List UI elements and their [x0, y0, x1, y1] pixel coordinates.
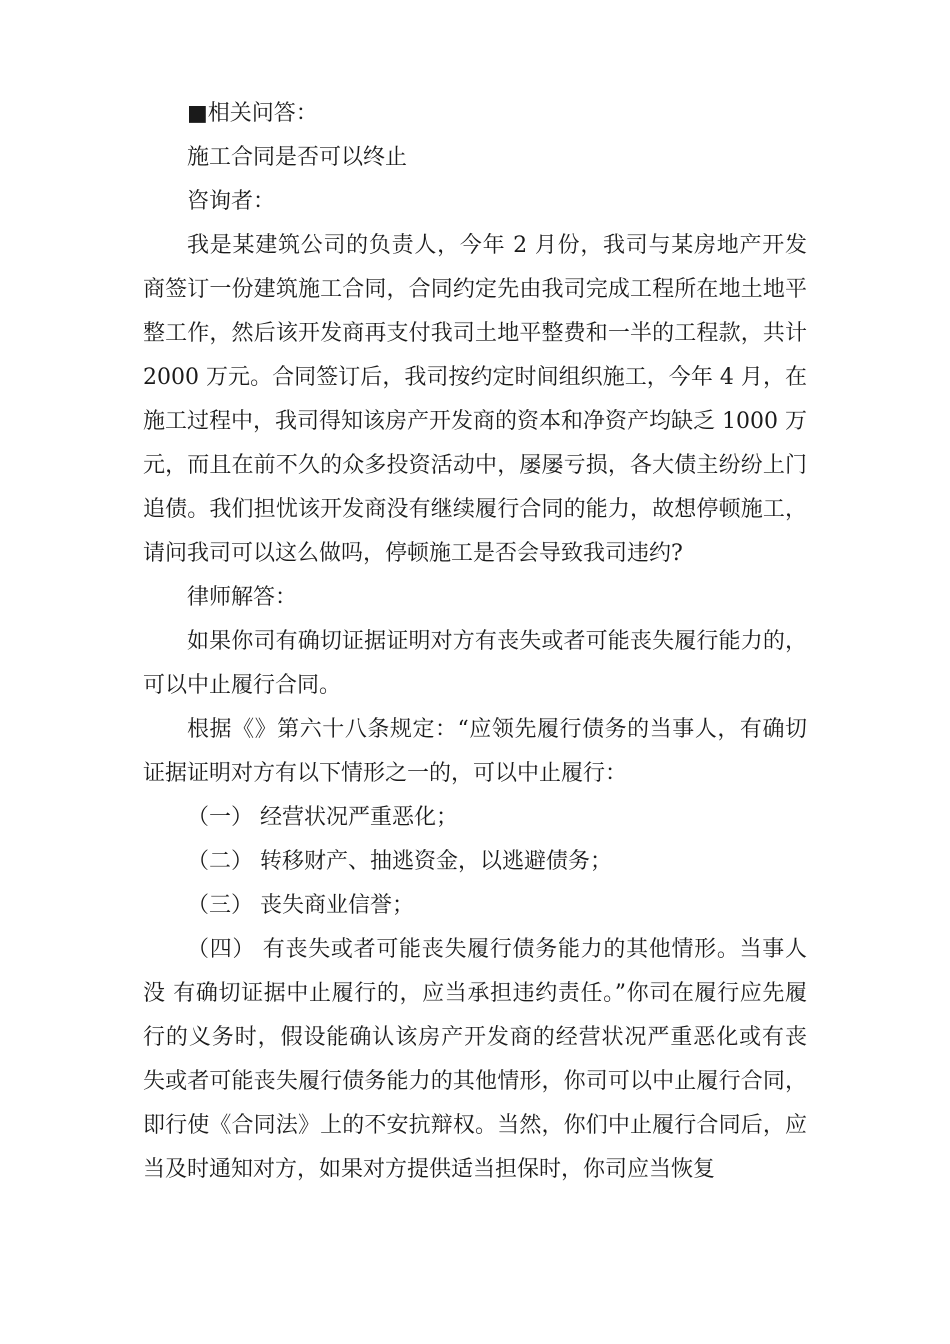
- question-title: 施工合同是否可以终止: [187, 145, 408, 170]
- document-body: [143, 92, 807, 1192]
- list-item: （三） 丧失商业信誉；: [187, 893, 414, 918]
- list-item-continued: （四） 有丧失或者可能丧失履行债务能力的其他情形。当事人没 有确切证据中止履行的，应当承担违约责任。”你司在履行应先履 行的义务时，假设能确认该房产开发商的经营状况严重恶化或有丧 失或者可能丧失履行债务能力的其他情形，你司可以中止履行合同，即行使《合同法》上的不安抗辩权。当然，你们中止履行合同后，应当及时通知对方，如果对方提供适当担保时，你司应当恢复: [143, 937, 807, 1182]
- answer-paragraph-1: 如果你司有确切证据证明对方有丧失或者可能丧失履行能力的，可以中止履行合同。: [143, 629, 807, 698]
- asker-label: 咨询者：: [187, 189, 276, 214]
- list-item: （二） 转移财产、抽逃资金，以逃避债务；: [187, 849, 612, 874]
- section-heading: ■相关问答：: [187, 101, 318, 126]
- list-item: （一） 经营状况严重恶化；: [187, 805, 458, 830]
- answer-paragraph-2: 根据《》第六十八条规定：“应领先履行债务的当事人，有确切证据证明对方有以下情形之一的，可以中止履行：: [143, 717, 807, 786]
- question-body: 我是某建筑公司的负责人，今年 2 月份，我司与某房地产开发商签订一份建筑施工合同，合同约定先由我司完成工程所在地土地平整工作，然后该开发商再支付我司土地平整费和一半的工程款，共计 2000 万元。合同签订后，我司按约定时间组织施工，今年 4 月，在施工过程中，我司得知该房产开发商的资本和净资产均缺乏 1000 万元，而且在前不久的众多投资活动中，屡屡亏损，各大债主纷纷上门追债。我们担忧该开发商没有继续履行合同的能力，故想停顿施工，请问我司可以这么做吗，停顿施工是否会导致我司违约?: [143, 233, 807, 566]
- lawyer-label: 律师解答：: [187, 585, 298, 610]
